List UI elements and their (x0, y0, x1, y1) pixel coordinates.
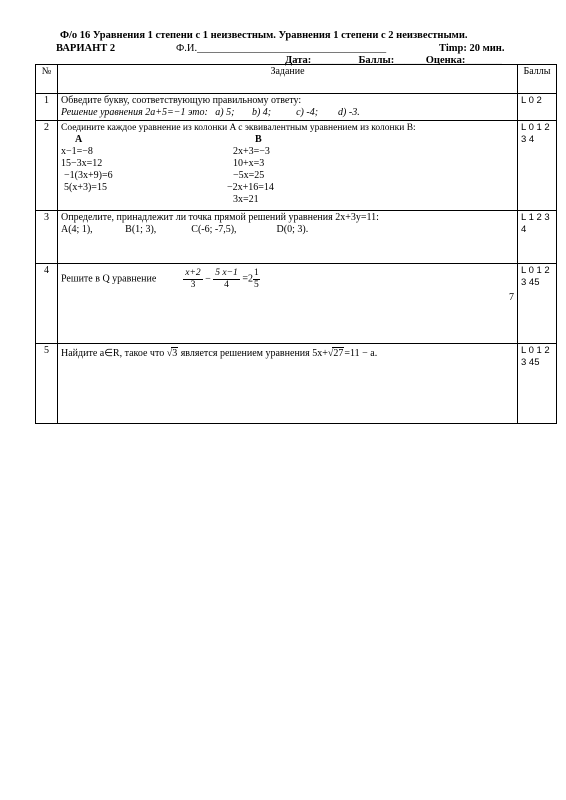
fraction-2-denominator: 4 (224, 280, 229, 290)
column-b-item: 10+x=3 (233, 158, 265, 169)
task-3-points-list: A(4; 1), B(1; 3), C(-6; -7,5), D(0; 3). (61, 224, 309, 235)
table-row (36, 264, 557, 344)
task-5-text-end: =11 − a. (344, 348, 378, 359)
column-a-heading: A (75, 134, 83, 145)
task-content (58, 121, 518, 211)
document-title: Ф/о 16 Уравнения 1 степени с 1 неизвестным. Уравнения 1 степени с 2 неизвестными. (60, 30, 468, 41)
minus-sign: − (205, 273, 211, 285)
column-b-item: 2x+3=−3 (233, 146, 270, 157)
table-row (36, 344, 557, 424)
column-header-number: № (36, 65, 58, 94)
task-points: L 0 1 2 3 45 (518, 344, 557, 424)
task-points: L 0 1 2 3 4 (518, 121, 557, 211)
equals-whole: =2 (242, 273, 253, 285)
column-a-item: 5(x+3)=15 (64, 182, 107, 193)
fraction-1-numerator: x+2 (185, 268, 201, 278)
task-5-text-middle: является решением уравнения 5x+ (178, 348, 328, 359)
matching-columns (61, 134, 514, 208)
table-row (36, 121, 557, 211)
table-row (36, 94, 557, 121)
sqrt-3: 3 (172, 348, 178, 359)
fraction-2 (213, 268, 240, 291)
column-header-task: Задание (58, 65, 518, 94)
task-1-instruction: Обведите букву, соответствующую правильному ответу: (61, 95, 302, 106)
task-content (58, 264, 518, 344)
time-limit: Timp: 20 мин. (439, 43, 505, 54)
column-b (227, 134, 274, 206)
task-5-text: Найдите a∈R, такое что √3 является решением уравнения 5x+√27=11 − a. (61, 348, 378, 359)
task-content (58, 344, 518, 424)
task-number: 5 (36, 344, 58, 424)
task-content (58, 211, 518, 264)
fraction-1 (183, 268, 202, 291)
task-points: L 0 1 2 3 45 (518, 264, 557, 344)
task-number: 1 (36, 94, 58, 121)
column-b-heading: B (255, 134, 262, 145)
mixed-fraction (253, 268, 260, 291)
task-content (58, 94, 518, 121)
task-4-equation-line (61, 268, 514, 291)
mixed-fraction-numerator: 1 (253, 268, 259, 278)
task-points: L 1 2 3 4 (518, 211, 557, 264)
task-number: 2 (36, 121, 58, 211)
task-4-instruction: Решите в Q уравнение (61, 273, 157, 285)
column-a-item: −1(3x+9)=6 (64, 170, 113, 181)
fraction-2-numerator: 5 x−1 (215, 268, 238, 278)
table-row (36, 211, 557, 264)
column-a (61, 134, 113, 194)
task-1-options: Решение уравнения 2a+5=−1 это: a) 5; b) 4; c) -4; d) -3. (61, 107, 360, 118)
name-field: Ф.И.____________________________________ (176, 43, 387, 54)
task-number: 4 (36, 264, 58, 344)
column-b-item: −5x=25 (233, 170, 265, 181)
variant-label: ВАРИАНТ 2 (56, 43, 116, 54)
task-table (35, 64, 557, 424)
task-5-text-start: Найдите a∈R, такое что (61, 348, 167, 359)
mixed-fraction-denominator: 5 (253, 280, 259, 290)
fraction-1-denominator: 3 (190, 280, 196, 290)
table-header-row (36, 65, 557, 94)
column-b-item: 3x=21 (233, 194, 259, 205)
column-a-item: x−1=−8 (61, 146, 93, 157)
task-2-instruction: Соедините каждое уравнение из колонки A с эквивалентным уравнением из колонки B: (61, 123, 416, 133)
stray-number: 7 (509, 292, 514, 303)
column-a-item: 15−3x=12 (61, 158, 103, 169)
column-b-item: −2x+16=14 (227, 182, 274, 193)
sqrt-27: 27 (333, 348, 344, 359)
task-number: 3 (36, 211, 58, 264)
date-score-grade-line: Дата:_________Баллы:______Оценка:_______ (285, 55, 503, 66)
task-points: L 0 2 (518, 94, 557, 121)
column-header-points: Баллы (518, 65, 557, 94)
task-3-instruction: Определите, принадлежит ли точка прямой решений уравнения 2x+3y=11: (61, 212, 379, 223)
